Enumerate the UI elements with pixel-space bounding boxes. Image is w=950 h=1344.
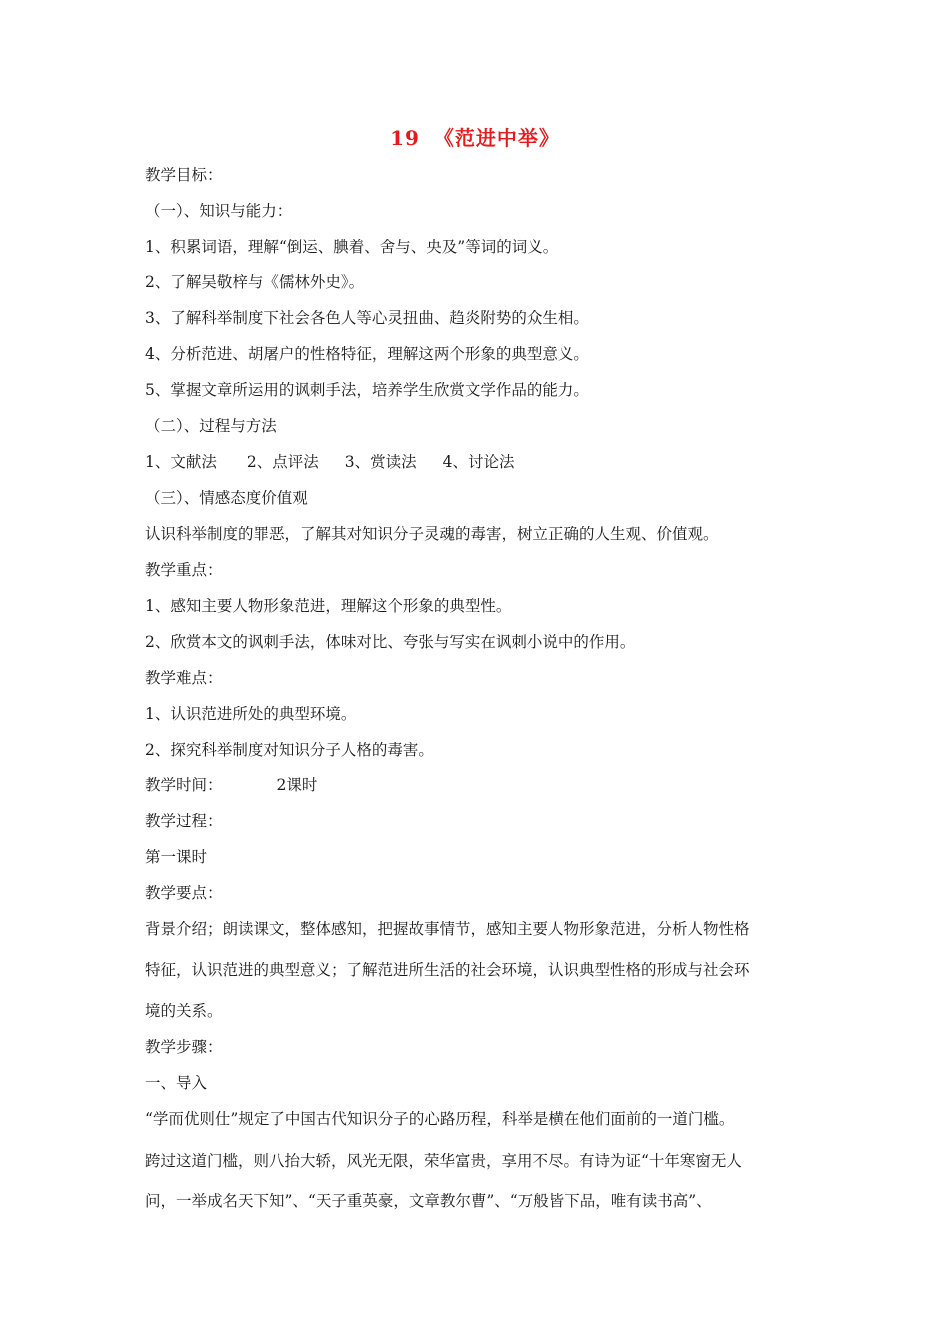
goal-item-3: 3、了解科举制度下社会各色人等心灵扭曲、趋炎附势的众生相。 xyxy=(145,309,589,327)
method-4: 4、讨论法 xyxy=(442,453,515,471)
teaching-time-label: 教学时间： xyxy=(145,776,223,794)
teaching-time-line xyxy=(145,774,825,796)
step-one-intro: 一、导入 xyxy=(145,1074,208,1092)
subheading-values: （三）、情感态度价值观 xyxy=(145,489,308,507)
values-text: 认识科举制度的罪恶，了解其对知识分子灵魂的毒害，树立正确的人生观、价值观。 xyxy=(145,525,719,543)
essentials-text-3: 境的关系。 xyxy=(145,1002,223,1020)
heading-teaching-process: 教学过程： xyxy=(145,812,223,830)
lesson-title: 《范进中举》 xyxy=(433,126,560,150)
subheading-process: （二）、过程与方法 xyxy=(145,417,277,435)
heading-key-points: 教学重点： xyxy=(145,561,223,579)
first-period: 第一课时 xyxy=(145,848,208,866)
heading-teaching-steps: 教学步骤： xyxy=(145,1038,223,1056)
methods-line xyxy=(145,451,825,473)
subheading-knowledge: （一）、知识与能力： xyxy=(145,202,293,220)
essentials-text-1: 背景介绍；朗读课文，整体感知，把握故事情节，感知主要人物形象范进，分析人物性格 xyxy=(145,920,750,938)
heading-teaching-essentials: 教学要点： xyxy=(145,884,223,902)
heading-teaching-goals: 教学目标： xyxy=(145,166,223,184)
key-point-1: 1、感知主要人物形象范进，理解这个形象的典型性。 xyxy=(145,597,512,615)
intro-paragraph-2: 跨过这道门槛，则八抬大轿，风光无限，荣华富贵，享用不尽。有诗为证“十年寒窗无人 xyxy=(145,1152,742,1170)
goal-item-4: 4、分析范进、胡屠户的性格特征，理解这两个形象的典型意义。 xyxy=(145,345,589,363)
heading-difficulties: 教学难点： xyxy=(145,669,223,687)
difficulty-2: 2、探究科举制度对知识分子人格的毒害。 xyxy=(145,741,434,759)
goal-item-5: 5、掌握文章所运用的讽刺手法，培养学生欣赏文学作品的能力。 xyxy=(145,381,589,399)
intro-paragraph-1: “学而优则仕”规定了中国古代知识分子的心路历程，科举是横在他们面前的一道门槛。 xyxy=(145,1110,735,1128)
teaching-time-value: 2课时 xyxy=(276,776,318,794)
intro-paragraph-3: 问，一举成名天下知”、“天子重英豪，文章教尔曹”、“万般皆下品，唯有读书高”、 xyxy=(145,1192,712,1210)
document-title xyxy=(0,124,950,152)
method-3: 3、赏读法 xyxy=(344,453,417,471)
essentials-text-2: 特征，认识范进的典型意义；了解范进所生活的社会环境，认识典型性格的形成与社会环 xyxy=(145,961,750,979)
method-2: 2、点评法 xyxy=(246,453,319,471)
key-point-2: 2、欣赏本文的讽刺手法，体味对比、夸张与写实在讽刺小说中的作用。 xyxy=(145,633,636,651)
lesson-number: 19 xyxy=(390,126,420,150)
difficulty-1: 1、认识范进所处的典型环境。 xyxy=(145,705,357,723)
goal-item-2: 2、了解吴敬梓与《儒林外史》。 xyxy=(145,273,365,291)
goal-item-1: 1、积累词语，理解“倒运、腆着、舍与、央及”等词的词义。 xyxy=(145,238,559,256)
method-1: 1、文献法 xyxy=(145,453,217,471)
